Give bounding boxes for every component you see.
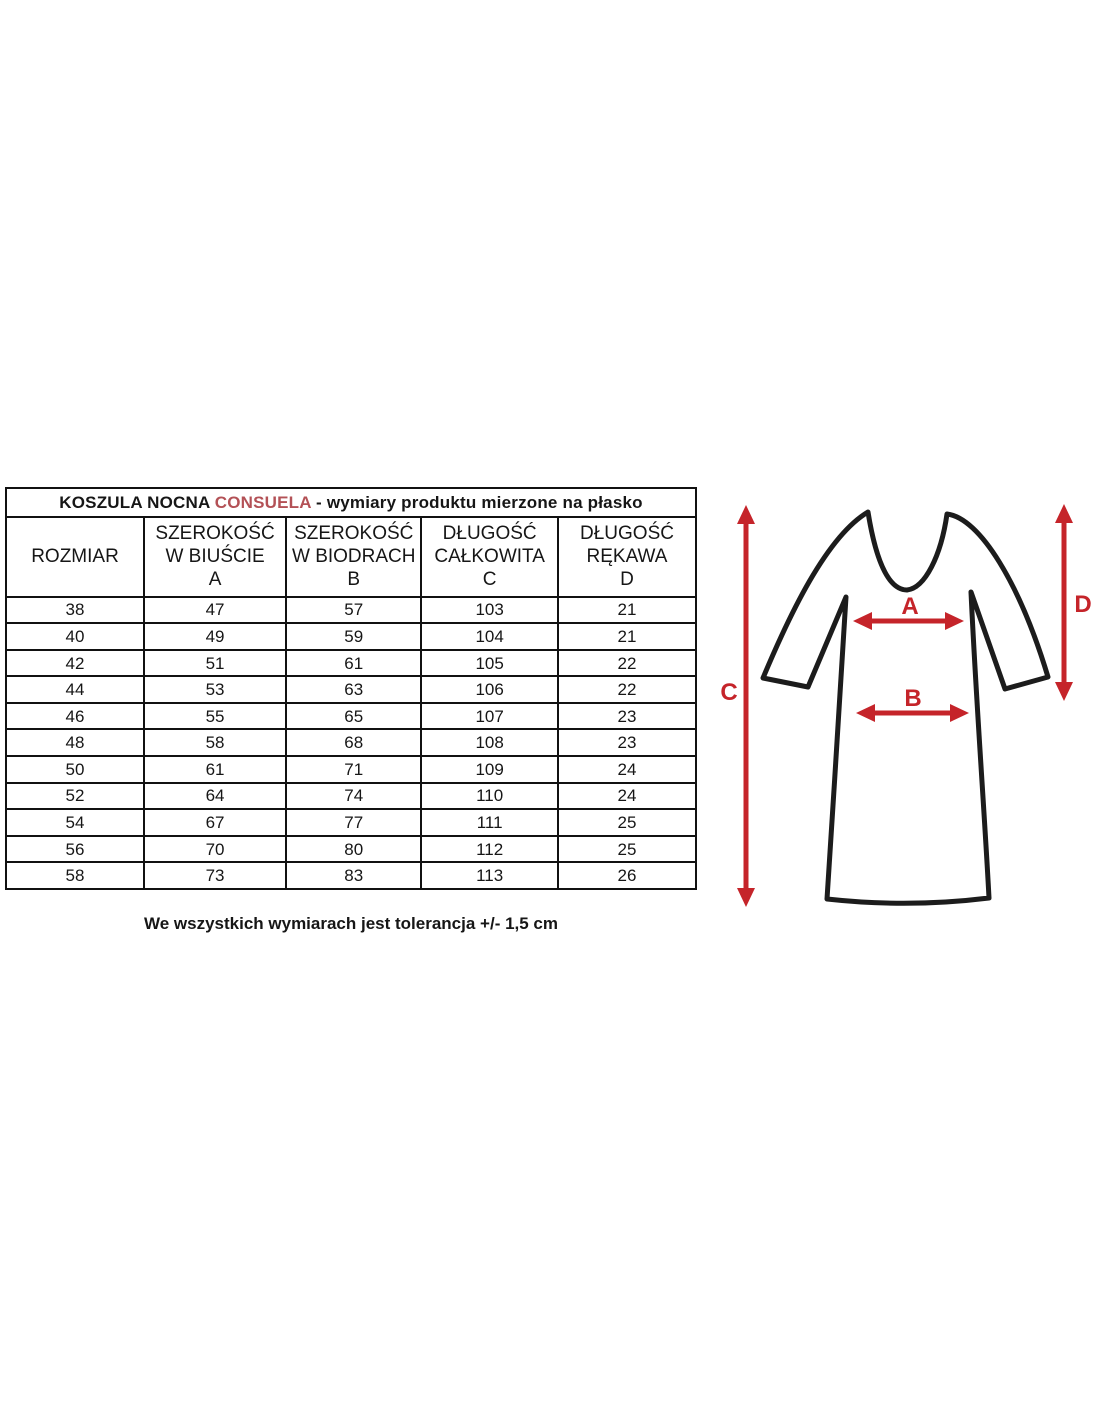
table-cell: 74 — [286, 783, 421, 810]
table-row — [6, 676, 696, 703]
table-title — [6, 488, 696, 517]
table-cell: 77 — [286, 809, 421, 836]
table-cell: 113 — [421, 862, 558, 889]
table-header-row — [6, 517, 696, 597]
table-cell: 54 — [6, 809, 144, 836]
table-cell: 40 — [6, 623, 144, 650]
brand-name: CONSUELA — [214, 492, 312, 512]
table-cell: 24 — [558, 756, 696, 783]
table-row — [6, 809, 696, 836]
arrow-c-total-length-icon — [720, 505, 755, 907]
table-cell: 103 — [421, 597, 558, 624]
table-row — [6, 836, 696, 863]
table-cell: 47 — [144, 597, 286, 624]
table-cell: 22 — [558, 676, 696, 703]
column-header-bust-width: SZEROKOŚĆ W BIUŚCIE A — [144, 517, 286, 597]
label-d: D — [1074, 591, 1092, 618]
table-cell: 48 — [6, 729, 144, 756]
table-cell: 50 — [6, 756, 144, 783]
title-suffix: - wymiary produktu mierzone na płasko — [311, 492, 643, 512]
table-cell: 23 — [558, 703, 696, 730]
title-prefix: KOSZULA NOCNA — [59, 492, 215, 512]
column-header-sleeve-length: DŁUGOŚĆ RĘKAWA D — [558, 517, 696, 597]
table-cell: 25 — [558, 836, 696, 863]
table-row — [6, 783, 696, 810]
table-row — [6, 650, 696, 677]
table-cell: 61 — [144, 756, 286, 783]
table-body — [6, 597, 696, 890]
table-cell: 112 — [421, 836, 558, 863]
table-cell: 107 — [421, 703, 558, 730]
table-cell: 21 — [558, 623, 696, 650]
table-cell: 104 — [421, 623, 558, 650]
table-cell: 57 — [286, 597, 421, 624]
table-cell: 21 — [558, 597, 696, 624]
table-cell: 55 — [144, 703, 286, 730]
table-cell: 25 — [558, 809, 696, 836]
table-cell: 73 — [144, 862, 286, 889]
table-cell: 58 — [6, 862, 144, 889]
table-cell: 108 — [421, 729, 558, 756]
table-cell: 46 — [6, 703, 144, 730]
table-cell: 38 — [6, 597, 144, 624]
table-cell: 67 — [144, 809, 286, 836]
table-cell: 22 — [558, 650, 696, 677]
column-header-rozmiar: ROZMIAR — [6, 517, 144, 597]
table-cell: 24 — [558, 783, 696, 810]
table-cell: 52 — [6, 783, 144, 810]
table-row — [6, 597, 696, 624]
table-row — [6, 703, 696, 730]
table-cell: 83 — [286, 862, 421, 889]
table-cell: 61 — [286, 650, 421, 677]
table-cell: 63 — [286, 676, 421, 703]
table-cell: 59 — [286, 623, 421, 650]
table-cell: 109 — [421, 756, 558, 783]
measurement-diagram — [700, 478, 1100, 948]
table-cell: 49 — [144, 623, 286, 650]
table-cell: 105 — [421, 650, 558, 677]
label-b: B — [904, 685, 922, 712]
table-cell: 106 — [421, 676, 558, 703]
table-cell: 51 — [144, 650, 286, 677]
arrow-d-sleeve-length-icon — [1055, 504, 1092, 701]
table-cell: 68 — [286, 729, 421, 756]
table-cell: 70 — [144, 836, 286, 863]
table-cell: 56 — [6, 836, 144, 863]
label-c: C — [720, 679, 738, 706]
table-row — [6, 623, 696, 650]
table-cell: 80 — [286, 836, 421, 863]
table-cell: 111 — [421, 809, 558, 836]
table-row — [6, 862, 696, 889]
table-row — [6, 729, 696, 756]
table-cell: 23 — [558, 729, 696, 756]
table-cell: 58 — [144, 729, 286, 756]
table-cell: 26 — [558, 862, 696, 889]
table-row — [6, 756, 696, 783]
table-cell: 64 — [144, 783, 286, 810]
label-a: A — [901, 593, 919, 620]
table-cell: 110 — [421, 783, 558, 810]
table-cell: 42 — [6, 650, 144, 677]
size-table — [5, 487, 697, 890]
tolerance-note: We wszystkich wymiarach jest tolerancja +/- 1,5 cm — [143, 914, 559, 933]
table-title-row — [6, 488, 696, 517]
column-header-total-length: DŁUGOŚĆ CAŁKOWITA C — [421, 517, 558, 597]
column-header-hip-width: SZEROKOŚĆ W BIODRACH B — [286, 517, 421, 597]
table-cell: 44 — [6, 676, 144, 703]
table-cell: 71 — [286, 756, 421, 783]
table-cell: 65 — [286, 703, 421, 730]
table-cell: 53 — [144, 676, 286, 703]
